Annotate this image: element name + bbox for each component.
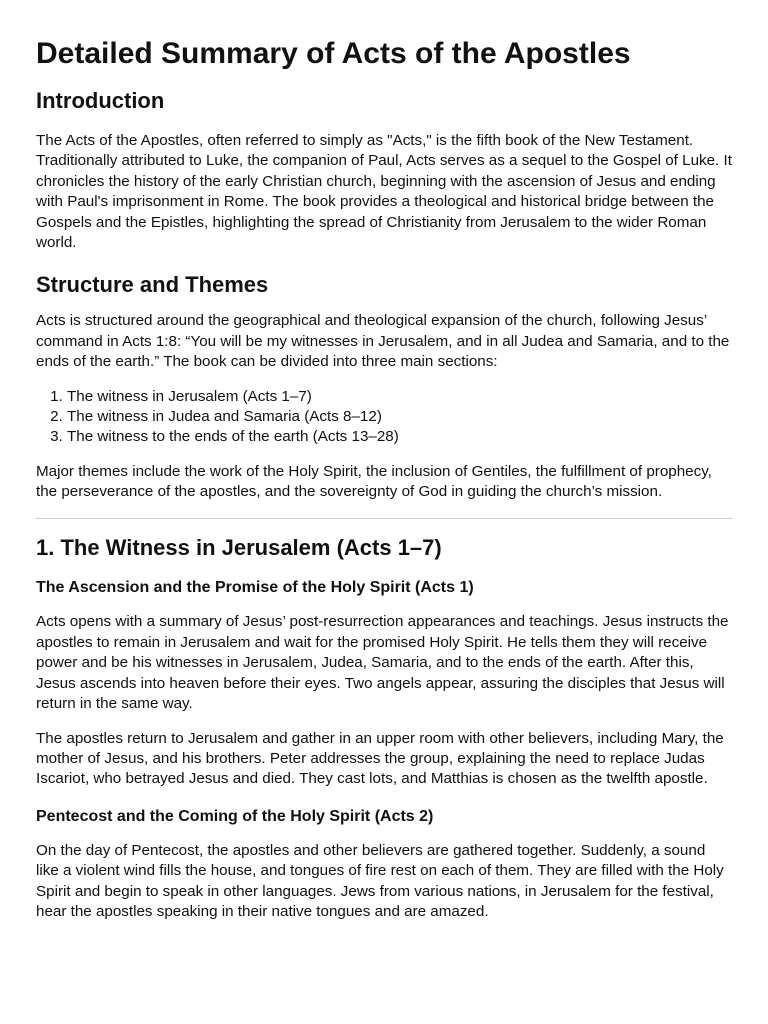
sections-list bbox=[36, 387, 732, 447]
structure-intro-paragraph: Acts is structured around the geographical and theological expansion of the church, following Jesus’ command in Acts 1:8: “You will be my witnesses in Jerusalem, and in all Judea and Samaria, and to the ends of the earth.” The book can be divided into three main sections: bbox=[36, 312, 730, 371]
list-item: 2. The witness in Judea and Samaria (Acts 8–12) bbox=[67, 407, 732, 427]
pentecost-paragraph-1: On the day of Pentecost, the apostles and other believers are gathered together. Suddenly, a sound like a violent wind fills the house, and tongues of fire rest on each of them. They are filled with the Holy Spirit and begin to speak in other languages. Jews from various nations, in Jerusalem for the festival, hear the apostles speaking in their native tongues and are amazed. bbox=[36, 841, 724, 920]
introduction-paragraph: The Acts of the Apostles, often referred to simply as "Acts," is the fifth book of the New Testament. Traditionally attributed to Luke, the companion of Paul, Acts serves as a sequel to the Gospel of Luke. It chronicles the history of the early Christian church, beginning with the ascension of Jesus and ending with Paul's imprisonment in Rome. The book provides a theological and historical bridge between the Gospels and the Epistles, highlighting the spread of Christianity from Jerusalem to the wider Roman world. bbox=[36, 132, 732, 252]
part1-heading: 1. The Witness in Jerusalem (Acts 1–7) bbox=[36, 535, 442, 561]
ascension-heading: The Ascension and the Promise of the Holy Spirit (Acts 1) bbox=[36, 579, 474, 597]
document-title: Detailed Summary of Acts of the Apostles bbox=[36, 37, 631, 70]
structure-heading: Structure and Themes bbox=[36, 272, 269, 298]
list-item: 3. The witness to the ends of the earth (Acts 13–28) bbox=[67, 427, 732, 447]
pentecost-heading: Pentecost and the Coming of the Holy Spirit (Acts 2) bbox=[36, 807, 434, 825]
section-divider bbox=[36, 518, 732, 519]
list-item: 1. The witness in Jerusalem (Acts 1–7) bbox=[67, 387, 732, 407]
themes-paragraph: Major themes include the work of the Holy Spirit, the inclusion of Gentiles, the fulfillment of prophecy, the perseverance of the apostles, and the sovereignty of God in guiding the church’s mission. bbox=[36, 462, 712, 501]
ascension-paragraph-1: Acts opens with a summary of Jesus’ post-resurrection appearances and teachings. Jesus instructs the apostles to remain in Jerusalem and wait for the promised Holy Spirit. He tells them they will receive power and be his witnesses in Jerusalem, Judea, Samaria, and to the ends of the earth. After this, Jesus ascends into heaven before their eyes. Two angels appear, assuring the disciples that Jesus will return in the same way. bbox=[36, 613, 729, 713]
ascension-paragraph-2: The apostles return to Jerusalem and gather in an upper room with other believers, including Mary, the mother of Jesus, and his brothers. Peter addresses the group, explaining the need to replace Judas Iscariot, who betrayed Jesus and died. They cast lots, and Matthias is chosen as the twelfth apostle. bbox=[36, 729, 724, 788]
introduction-heading: Introduction bbox=[36, 88, 165, 113]
